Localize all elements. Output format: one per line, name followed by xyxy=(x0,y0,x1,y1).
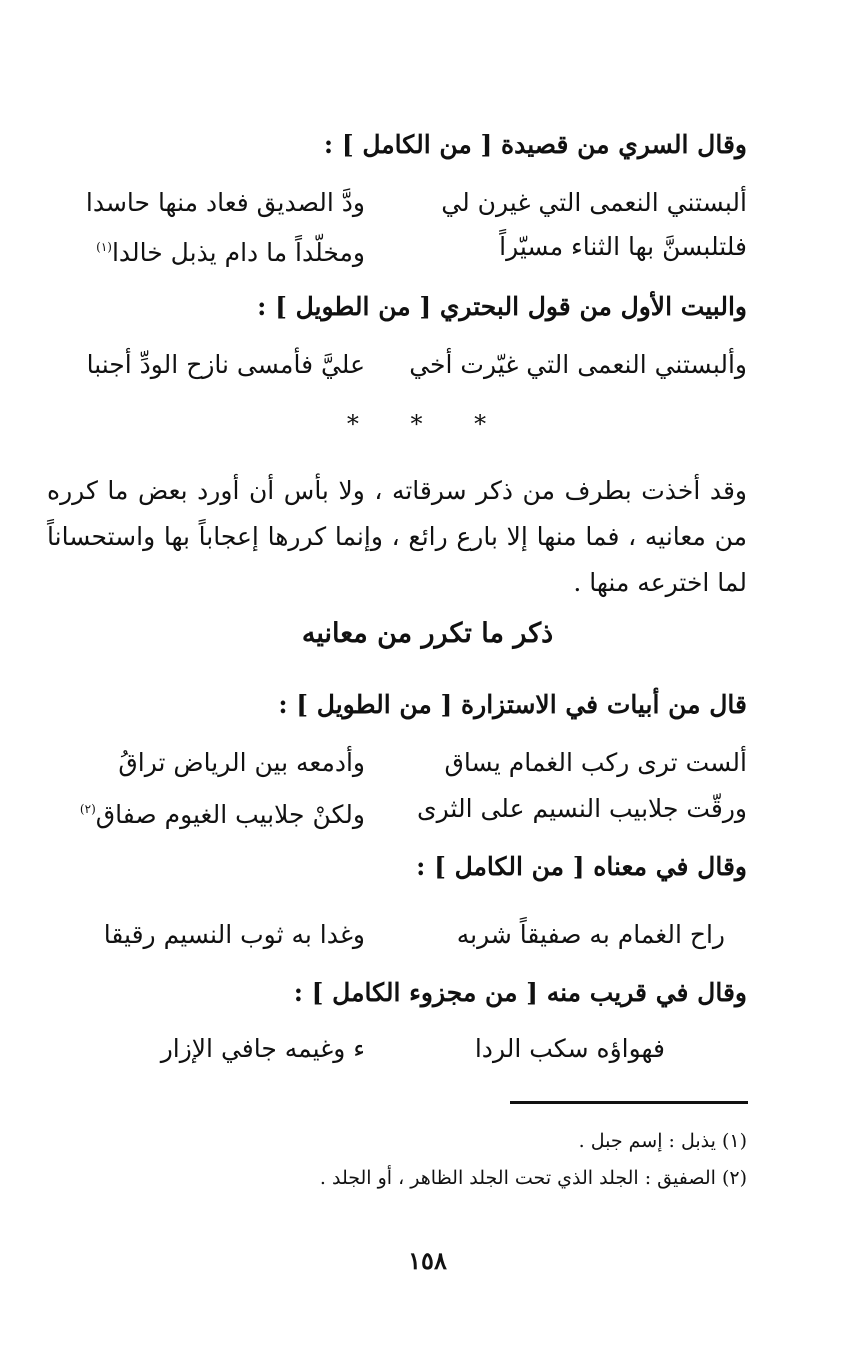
verse-4-first-hemistich: ورقّت جلابيب النسيم على الثرى xyxy=(417,794,747,823)
footnote-1: (١) يذبل : إسم جبل . xyxy=(578,1130,747,1152)
section-heading: ذكر ما تكرر من معانيه xyxy=(301,618,554,649)
footnote-ref-1: (١) xyxy=(96,240,112,254)
verse-5-second-hemistich: وغدا به ثوب النسيم رقيقا xyxy=(103,920,365,949)
page-number: ١٥٨ xyxy=(408,1246,447,1275)
footnote-divider xyxy=(510,1101,748,1104)
footnote-ref-2: (٢) xyxy=(79,802,96,816)
poem-intro-majzu: وقال في قريب منه [ من مجزوء الكامل ] : xyxy=(293,978,747,1007)
verse-3-first-hemistich: ألست ترى ركب الغمام يساق xyxy=(444,748,747,777)
poem-intro-maanah: وقال في معناه [ من الكامل ] : xyxy=(416,852,747,881)
footnote-2: (٢) الصفيق : الجلد الذي تحت الجلد الظاهر ، أو الجلد . xyxy=(319,1167,747,1189)
verse-6-second-hemistich: ء وغيمه جافي الإزار xyxy=(160,1034,365,1063)
verse-4-second-text: ولكنْ جلابيب الغيوم صفاق xyxy=(95,800,365,829)
verse-buhturi-second-hemistich: عليَّ فأمسى نازح الودِّ أجنبا xyxy=(86,350,365,379)
verse-6-first-hemistich: فهواؤه سكب الردا xyxy=(474,1034,665,1063)
verse-1-first-hemistich: ألبستني النعمى التي غيرن لي xyxy=(441,188,747,217)
section-separator-stars: * * * xyxy=(346,410,509,438)
prose-paragraph: وقد أخذت بطرف من ذكر سرقاته ، ولا بأس أن أورد بعض ما كرره من معانيه ، فما منها إلا بارع رائع ، وإنما كررها إعجاباً بها واستحساناً لما اخترعه منها . xyxy=(47,476,747,597)
poem-intro-buhturi: والبيت الأول من قول البحتري [ من الطويل ] : xyxy=(257,292,747,321)
verse-2-second-text: ومخلّداً ما دام يذبل خالدا xyxy=(111,238,365,267)
poem-intro-istizara: قال من أبيات في الاستزارة [ من الطويل ] : xyxy=(278,690,747,719)
verse-2-first-hemistich: فلتلبسنَّ بها الثناء مسيّراً xyxy=(499,232,747,261)
verse-1-second-hemistich: ودَّ الصديق فعاد منها حاسدا xyxy=(85,188,365,217)
verse-5-first-hemistich: راح الغمام به صفيقاً شربه xyxy=(456,920,725,949)
verse-2-second-hemistich xyxy=(96,230,365,270)
verse-buhturi-first-hemistich: وألبستني النعمى التي غيّرت أخي xyxy=(409,350,747,379)
poem-intro-sari: وقال السري من قصيدة [ من الكامل ] : xyxy=(323,130,747,159)
verse-3-second-hemistich: وأدمعه بين الرياض تراقُ xyxy=(118,748,365,777)
verse-4-second-hemistich xyxy=(80,792,365,832)
